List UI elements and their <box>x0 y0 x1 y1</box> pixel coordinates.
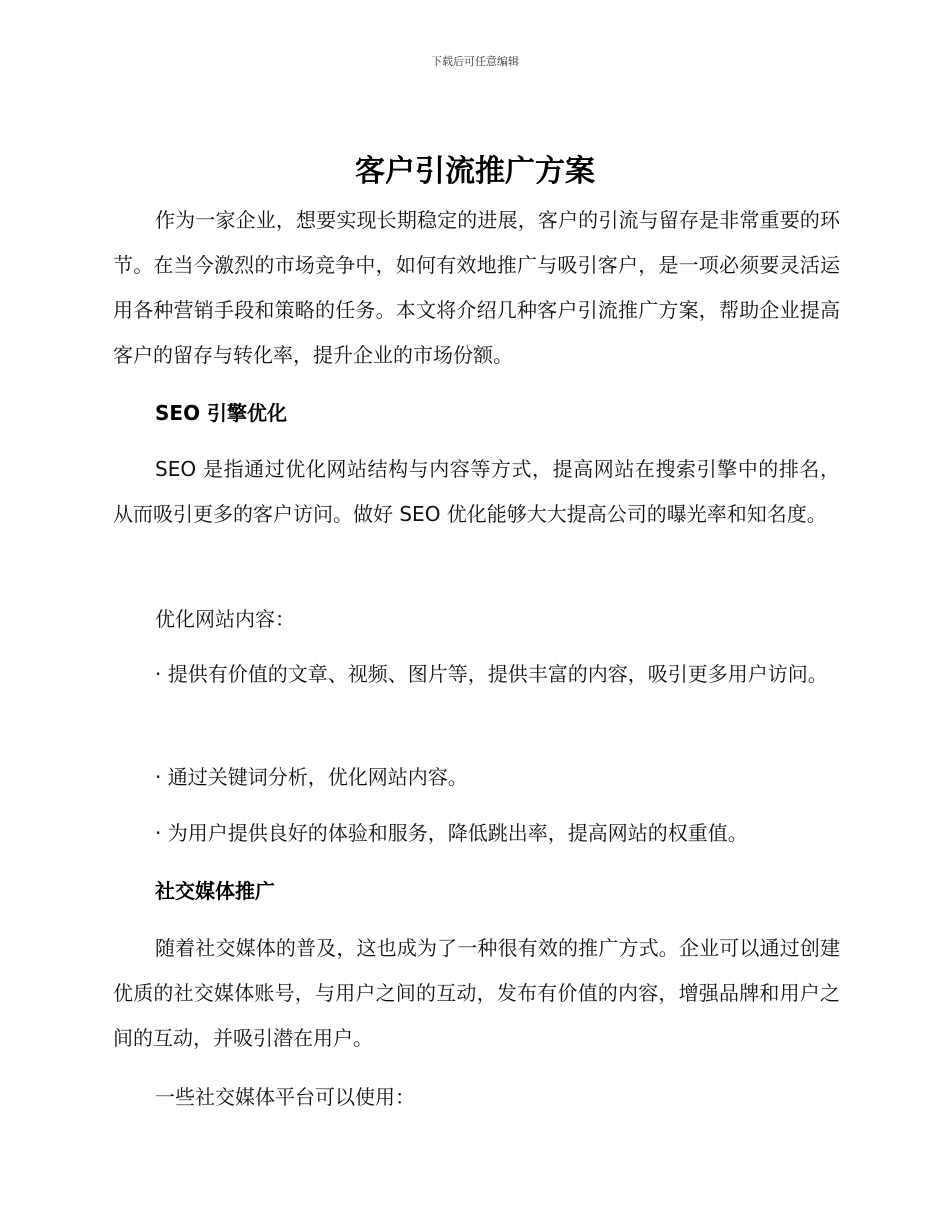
seo-subheading: 优化网站内容： <box>155 607 295 631</box>
social-heading: 社交媒体推广 <box>155 879 275 903</box>
seo-heading: SEO 引擎优化 <box>155 401 288 425</box>
seo-bullet-1: · 提供有价值的文章、视频、图片等，提供丰富的内容，吸引更多用户访问。 <box>155 662 828 686</box>
seo-paragraph: SEO 是指通过优化网站结构与内容等方式，提高网站在搜索引擎中的排名，从而吸引更多的客户访问。做好 SEO 优化能够大大提高公司的曝光率和知名度。 <box>113 457 840 526</box>
intro-paragraph: 作为一家企业，想要实现长期稳定的进展，客户的引流与留存是非常重要的环节。在当今激烈的市场竞争中，如何有效地推广与吸引客户，是一项必须要灵活运用各种营销手段和策略的任务。本文将介绍几种客户引流推广方案，帮助企业提高客户的留存与转化率，提升企业的市场份额。 <box>113 208 840 367</box>
page-header-note: 下载后可任意编辑 <box>431 55 519 68</box>
seo-bullet-3: · 为用户提供良好的体验和服务，降低跳出率，提高网站的权重值。 <box>155 821 748 845</box>
seo-bullet-2: · 通过关键词分析，优化网站内容。 <box>155 765 468 789</box>
document-title: 客户引流推广方案 <box>355 154 595 189</box>
social-subheading: 一些社交媒体平台可以使用： <box>155 1085 415 1109</box>
social-paragraph: 随着社交媒体的普及，这也成为了一种很有效的推广方式。企业可以通过创建优质的社交媒体账号，与用户之间的互动，发布有价值的内容，增强品牌和用户之间的互动，并吸引潜在用户。 <box>113 936 840 1050</box>
